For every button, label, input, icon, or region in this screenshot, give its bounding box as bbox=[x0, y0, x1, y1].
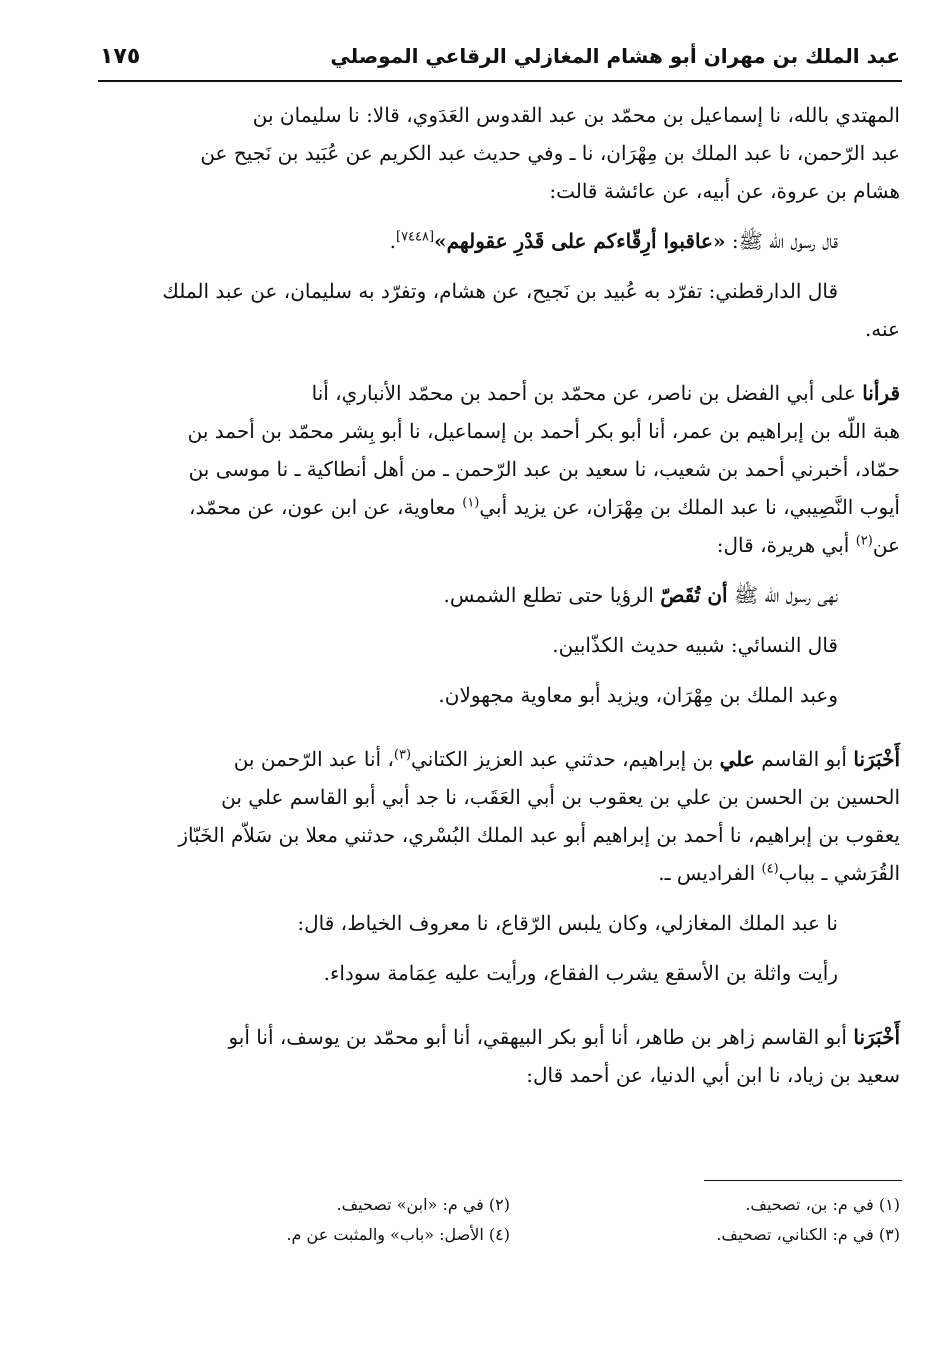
paragraph-isnad-3: أَخْبَرَنا أبو القاسم علي بن إبراهيم، حدثني عبد العزيز الكتاني$^{(٣)}$، أنا عبد الرّحمن بن الحسين بن الحسن بن علي بن يعقوب بن أبي العَقَب، نا جد أبي أبو القاسم علي بن يعقوب بن إبراهيم، نا أحمد بن إبراهيم أبو عبد الملك البُسْري، حدثني معلا بن سَلاّم الخَبّاز القُرَشي ـ بباب$^{(٤)}$ الفراديس ـ. bbox=[178, 747, 900, 885]
running-header bbox=[100, 38, 900, 74]
footnote-rule bbox=[704, 1180, 902, 1181]
paragraph-isnad-2: قرأنا على أبي الفضل بن ناصر، عن محمّد بن أحمد بن محمّد الأنباري، أنا هبة اللّه بن إبراهيم بن عمر، أنا أبو بكر أحمد بن إسماعيل، نا أبو بِشر محمّد بن أحمد بن حمّاد، أخبرني أحمد بن شعيب، نا سعيد بن عبد الرّحمن ـ من أهل أنطاكية ـ نا موسى بن أيوب النَّصِيبي، نا عبد الملك بن مِهْرَان، عن يزيد أبي$^{(١)}$ معاوية، عن ابن عون، عن محمّد، عن$^{(٢)}$ أبي هريرة، قال: bbox=[187, 381, 900, 557]
page-number: ١٧٥ bbox=[100, 43, 141, 69]
text-line: هشام بن عروة، عن أبيه، عن عائشة قالت: bbox=[549, 179, 900, 203]
main-text bbox=[100, 96, 900, 1094]
text-line: الحسين بن الحسن بن علي بن يعقوب بن أبي العَقَب، نا جد أبي أبو القاسم علي بن bbox=[221, 785, 900, 809]
text-line: المهتدي بالله، نا إسماعيل بن محمّد بن عبد القدوس العَدَوي، قالا: نا سليمان بن bbox=[252, 103, 900, 127]
text-line: حمّاد، أخبرني أحمد بن شعيب، نا سعيد بن عبد الرّحمن ـ من أهل أنطاكية ـ نا موسى بن bbox=[188, 457, 900, 481]
footnote-2: (٢) في م: «ابن» تصحيف. bbox=[336, 1195, 510, 1214]
hadith-text-2: نهى رسول الله ﷺ أن تُقَصّ الرؤيا حتى تطلع الشمس. bbox=[443, 583, 838, 607]
hadith-number: [٧٤٤٨] bbox=[395, 229, 435, 245]
paragraph-wathila: رأيت واثلة بن الأسقع يشرب الفقاع، ورأيت عليه عِمَامة سوداء. bbox=[323, 961, 838, 985]
footnote-ref[interactable]: (٢) bbox=[855, 533, 873, 549]
footnote-3: (٣) في م: الكناني، تصحيف. bbox=[716, 1225, 900, 1244]
header-title: عبد الملك بن مهران أبو هشام المغازلي الرقاعي الموصلي bbox=[330, 44, 900, 68]
paragraph-isnad-4: أَخْبَرَنا أبو القاسم زاهر بن طاهر، أنا أبو بكر البيهقي، أنا أبو محمّد بن يوسف، أنا أبو سعيد بن زياد، نا ابن أبي الدنيا، عن أحمد قال: bbox=[228, 1025, 900, 1087]
footnotes bbox=[230, 1190, 900, 1250]
paragraph-maruf: نا عبد الملك المغازلي، وكان يلبس الرّقاع، نا معروف الخياط، قال: bbox=[297, 911, 838, 935]
footnote-ref[interactable]: (١) bbox=[462, 495, 480, 511]
footnote-4: (٤) الأصل: «باب» والمثبت عن م. bbox=[286, 1225, 510, 1244]
text-line: هبة اللّه بن إبراهيم بن عمر، أنا أبو بكر أحمد بن إسماعيل، نا أبو بِشر محمّد بن أحمد بن bbox=[187, 419, 900, 443]
text-line: عبد الرّحمن، نا عبد الملك بن مِهْرَان، نا ـ وفي حديث عبد الكريم عن عُبَيد بن نَجيح عن bbox=[200, 141, 900, 165]
lead-word: أَخْبَرَنا bbox=[853, 1025, 900, 1049]
text-line: يعقوب بن إبراهيم، نا أحمد بن إبراهيم أبو عبد الملك البُسْري، حدثني معلا بن سَلاّم الخَبّاز bbox=[178, 823, 900, 847]
text-line: سعيد بن زياد، نا ابن أبي الدنيا، عن أحمد قال: bbox=[526, 1063, 900, 1087]
text-line: عنه. bbox=[864, 317, 900, 341]
paragraph-nasai: قال النسائي: شبيه حديث الكذّابين. bbox=[552, 633, 838, 657]
paragraph-isnad-1 bbox=[100, 96, 900, 210]
header-rule bbox=[98, 80, 902, 82]
lead-word: أَخْبَرَنا bbox=[853, 747, 900, 771]
hadith-text-1: قال رسول الله ﷺ: «عاقبوا أرِقّاءكم على قَدْرِ عقولهم»[٧٤٤٨]. bbox=[389, 229, 838, 253]
text-line: قال الدارقطني: تفرّد به عُبيد بن نَجيح، عن هشام، وتفرّد به سليمان، عن عبد الملك bbox=[162, 279, 838, 303]
paragraph-majhulan: وعبد الملك بن مِهْرَان، ويزيد أبو معاوية مجهولان. bbox=[438, 683, 838, 707]
footnote-ref[interactable]: (٣) bbox=[393, 747, 412, 763]
footnote-1: (١) في م: بن، تصحيف. bbox=[745, 1195, 900, 1214]
lead-word: قرأنا bbox=[862, 381, 900, 405]
paragraph-daraqutni bbox=[100, 272, 900, 310]
footnote-ref[interactable]: (٤) bbox=[761, 861, 779, 877]
hadith-quote: «عاقبوا أرِقّاءكم على قَدْرِ عقولهم» bbox=[434, 229, 726, 253]
